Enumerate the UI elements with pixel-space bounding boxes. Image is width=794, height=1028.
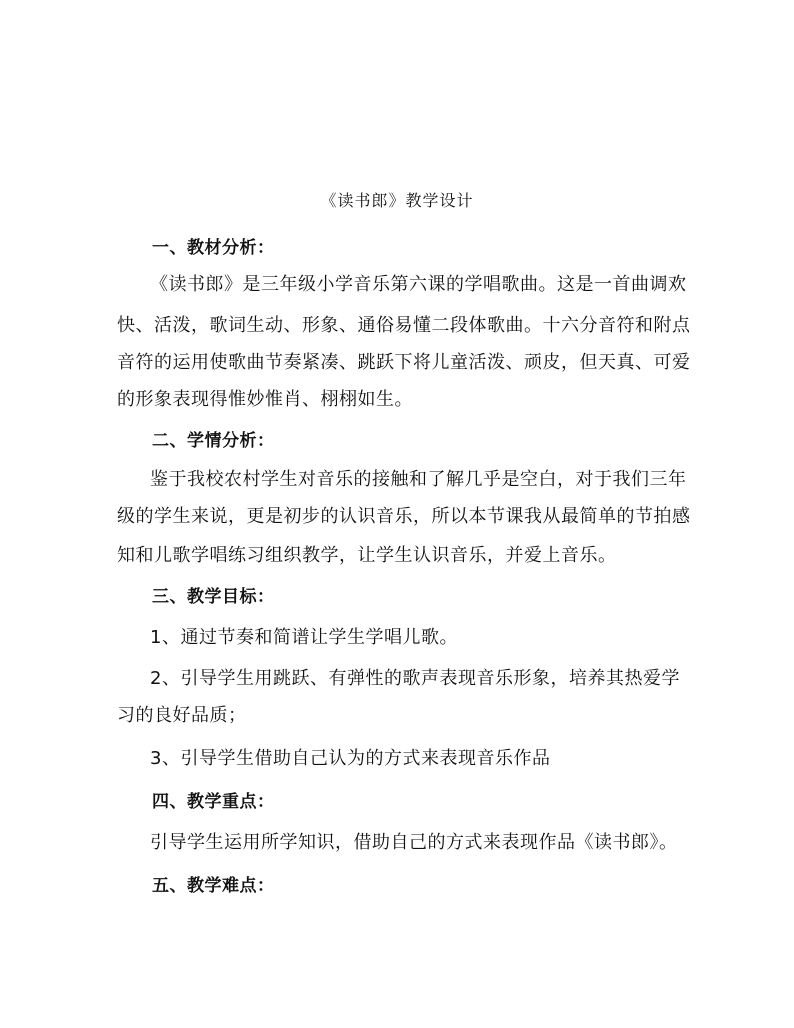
section-heading-teaching-goals: 三、教学目标： xyxy=(152,587,275,607)
section-heading-difficult-points: 五、教学难点： xyxy=(152,876,275,896)
paragraph-line: 引导学生运用所学知识，借助自己的方式来表现作品《读书郎》。 xyxy=(150,832,678,853)
section-heading-key-points: 四、教学重点： xyxy=(152,792,275,812)
paragraph-line: 级的学生来说，更是初步的认识音乐，所以本节课我从最简单的节拍感 xyxy=(117,506,691,527)
paragraph-line: 的形象表现得惟妙惟肖、栩栩如生。 xyxy=(117,389,413,410)
section-heading-learner-analysis: 二、学情分析： xyxy=(152,431,275,451)
paragraph-line: 音符的运用使歌曲节奏紧凑、跳跃下将儿童活泼、顽皮，但天真、可爱 xyxy=(117,352,691,373)
paragraph-line: 知和儿歌学唱练习组织教学，让学生认识音乐，并爱上音乐。 xyxy=(117,545,617,566)
goal-item-2: 2、引导学生用跳跃、有弹性的歌声表现音乐形象，培养其热爱学 xyxy=(150,668,680,689)
goal-item-3: 3、引导学生借助自己认为的方式来表现音乐作品 xyxy=(150,748,551,769)
paragraph-line: 《读书郎》是三年级小学音乐第六课的学唱歌曲。这是一首曲调欢 xyxy=(150,274,687,295)
section-heading-textbook-analysis: 一、教材分析： xyxy=(152,238,275,258)
paragraph-line: 快、活泼，歌词生动、形象、通俗易懂二段体歌曲。十六分音符和附点 xyxy=(117,315,691,336)
goal-item-2-continued: 习的良好品质； xyxy=(117,705,247,726)
document-title: 《读书郎》教学设计 xyxy=(320,191,474,210)
paragraph-line: 鉴于我校农村学生对音乐的接触和了解几乎是空白，对于我们三年 xyxy=(150,469,687,490)
goal-item-1: 1、通过节奏和简谱让学生学唱儿歌。 xyxy=(150,627,458,648)
